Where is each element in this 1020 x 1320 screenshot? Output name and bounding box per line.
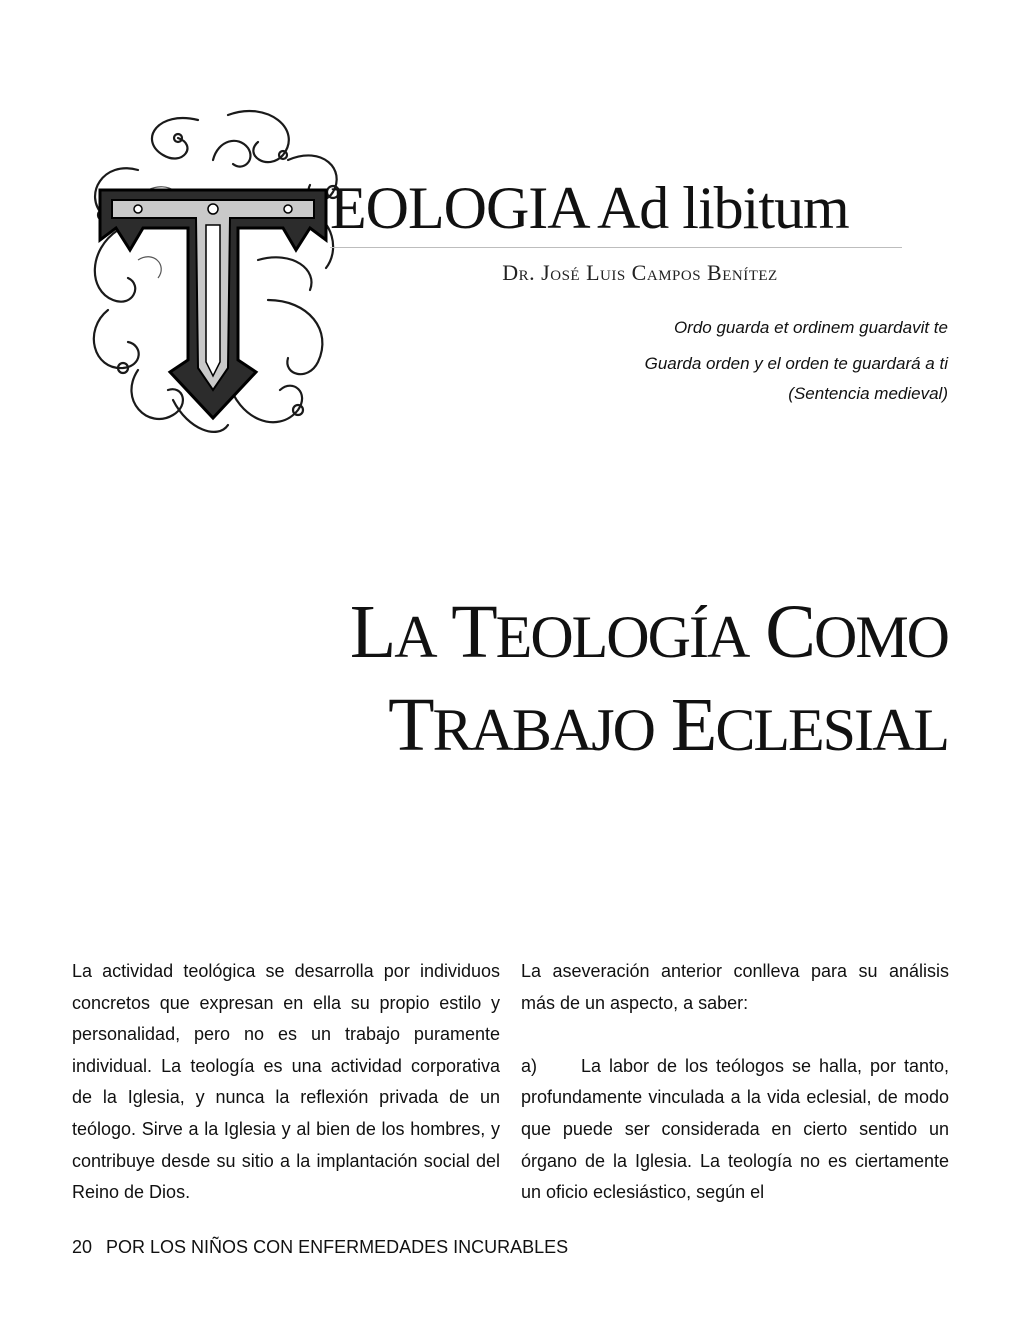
- list-item-a: [521, 1051, 949, 1209]
- publication-name: POR LOS NIÑOS CON ENFERMEDADES INCURABLES: [106, 1237, 569, 1257]
- epigraph-latin: Ordo guarda et ordinem guardavit te: [673, 318, 948, 337]
- epigraph-source: (Sentencia medieval): [788, 384, 948, 403]
- epigraph-translation: Guarda orden y el orden te guardará a ti: [644, 354, 948, 373]
- title-divider: [330, 247, 902, 248]
- article-title: [350, 588, 948, 774]
- author-name: Dr. José Luis Campos Benítez: [502, 260, 778, 285]
- body-column-right: [521, 956, 949, 1209]
- page-footer: [72, 1237, 568, 1258]
- column-title: EOLOGIA Ad libitum: [330, 175, 849, 241]
- page-number: 20: [72, 1237, 93, 1257]
- right-paragraph: La aseveración anterior conlleva para su análisis más de un aspecto, a saber:: [521, 961, 949, 1013]
- list-marker: a): [521, 1055, 538, 1076]
- epigraph: [645, 316, 948, 406]
- ornamental-initial-t: [78, 100, 348, 450]
- body-column-left: La actividad teológica se desarrolla por individuos concretos que expresan en ella su propio estilo y personalidad, pero no es un trabajo puramente individual. La teología es una actividad corporativa de la Iglesia, y nunca la reflexión privada de un teólogo. Sirve a la Iglesia y al bien de los hombres, y contribuye desde su sitio a la implantación social del Reino de Dios.: [72, 961, 500, 1203]
- article-title-line-1: LA TEOLOGÍA COMO: [349, 590, 948, 674]
- article-title-line-2: TRABAJO ECLESIAL: [388, 683, 948, 767]
- list-item-text: La labor de los teólogos se halla, por tanto, profundamente vinculada a la vida eclesial, de modo que puede ser considerada en cierto sentido un órgano de la Iglesia. La teología no es ciertamente un oficio eclesiástico, según el: [521, 1055, 949, 1203]
